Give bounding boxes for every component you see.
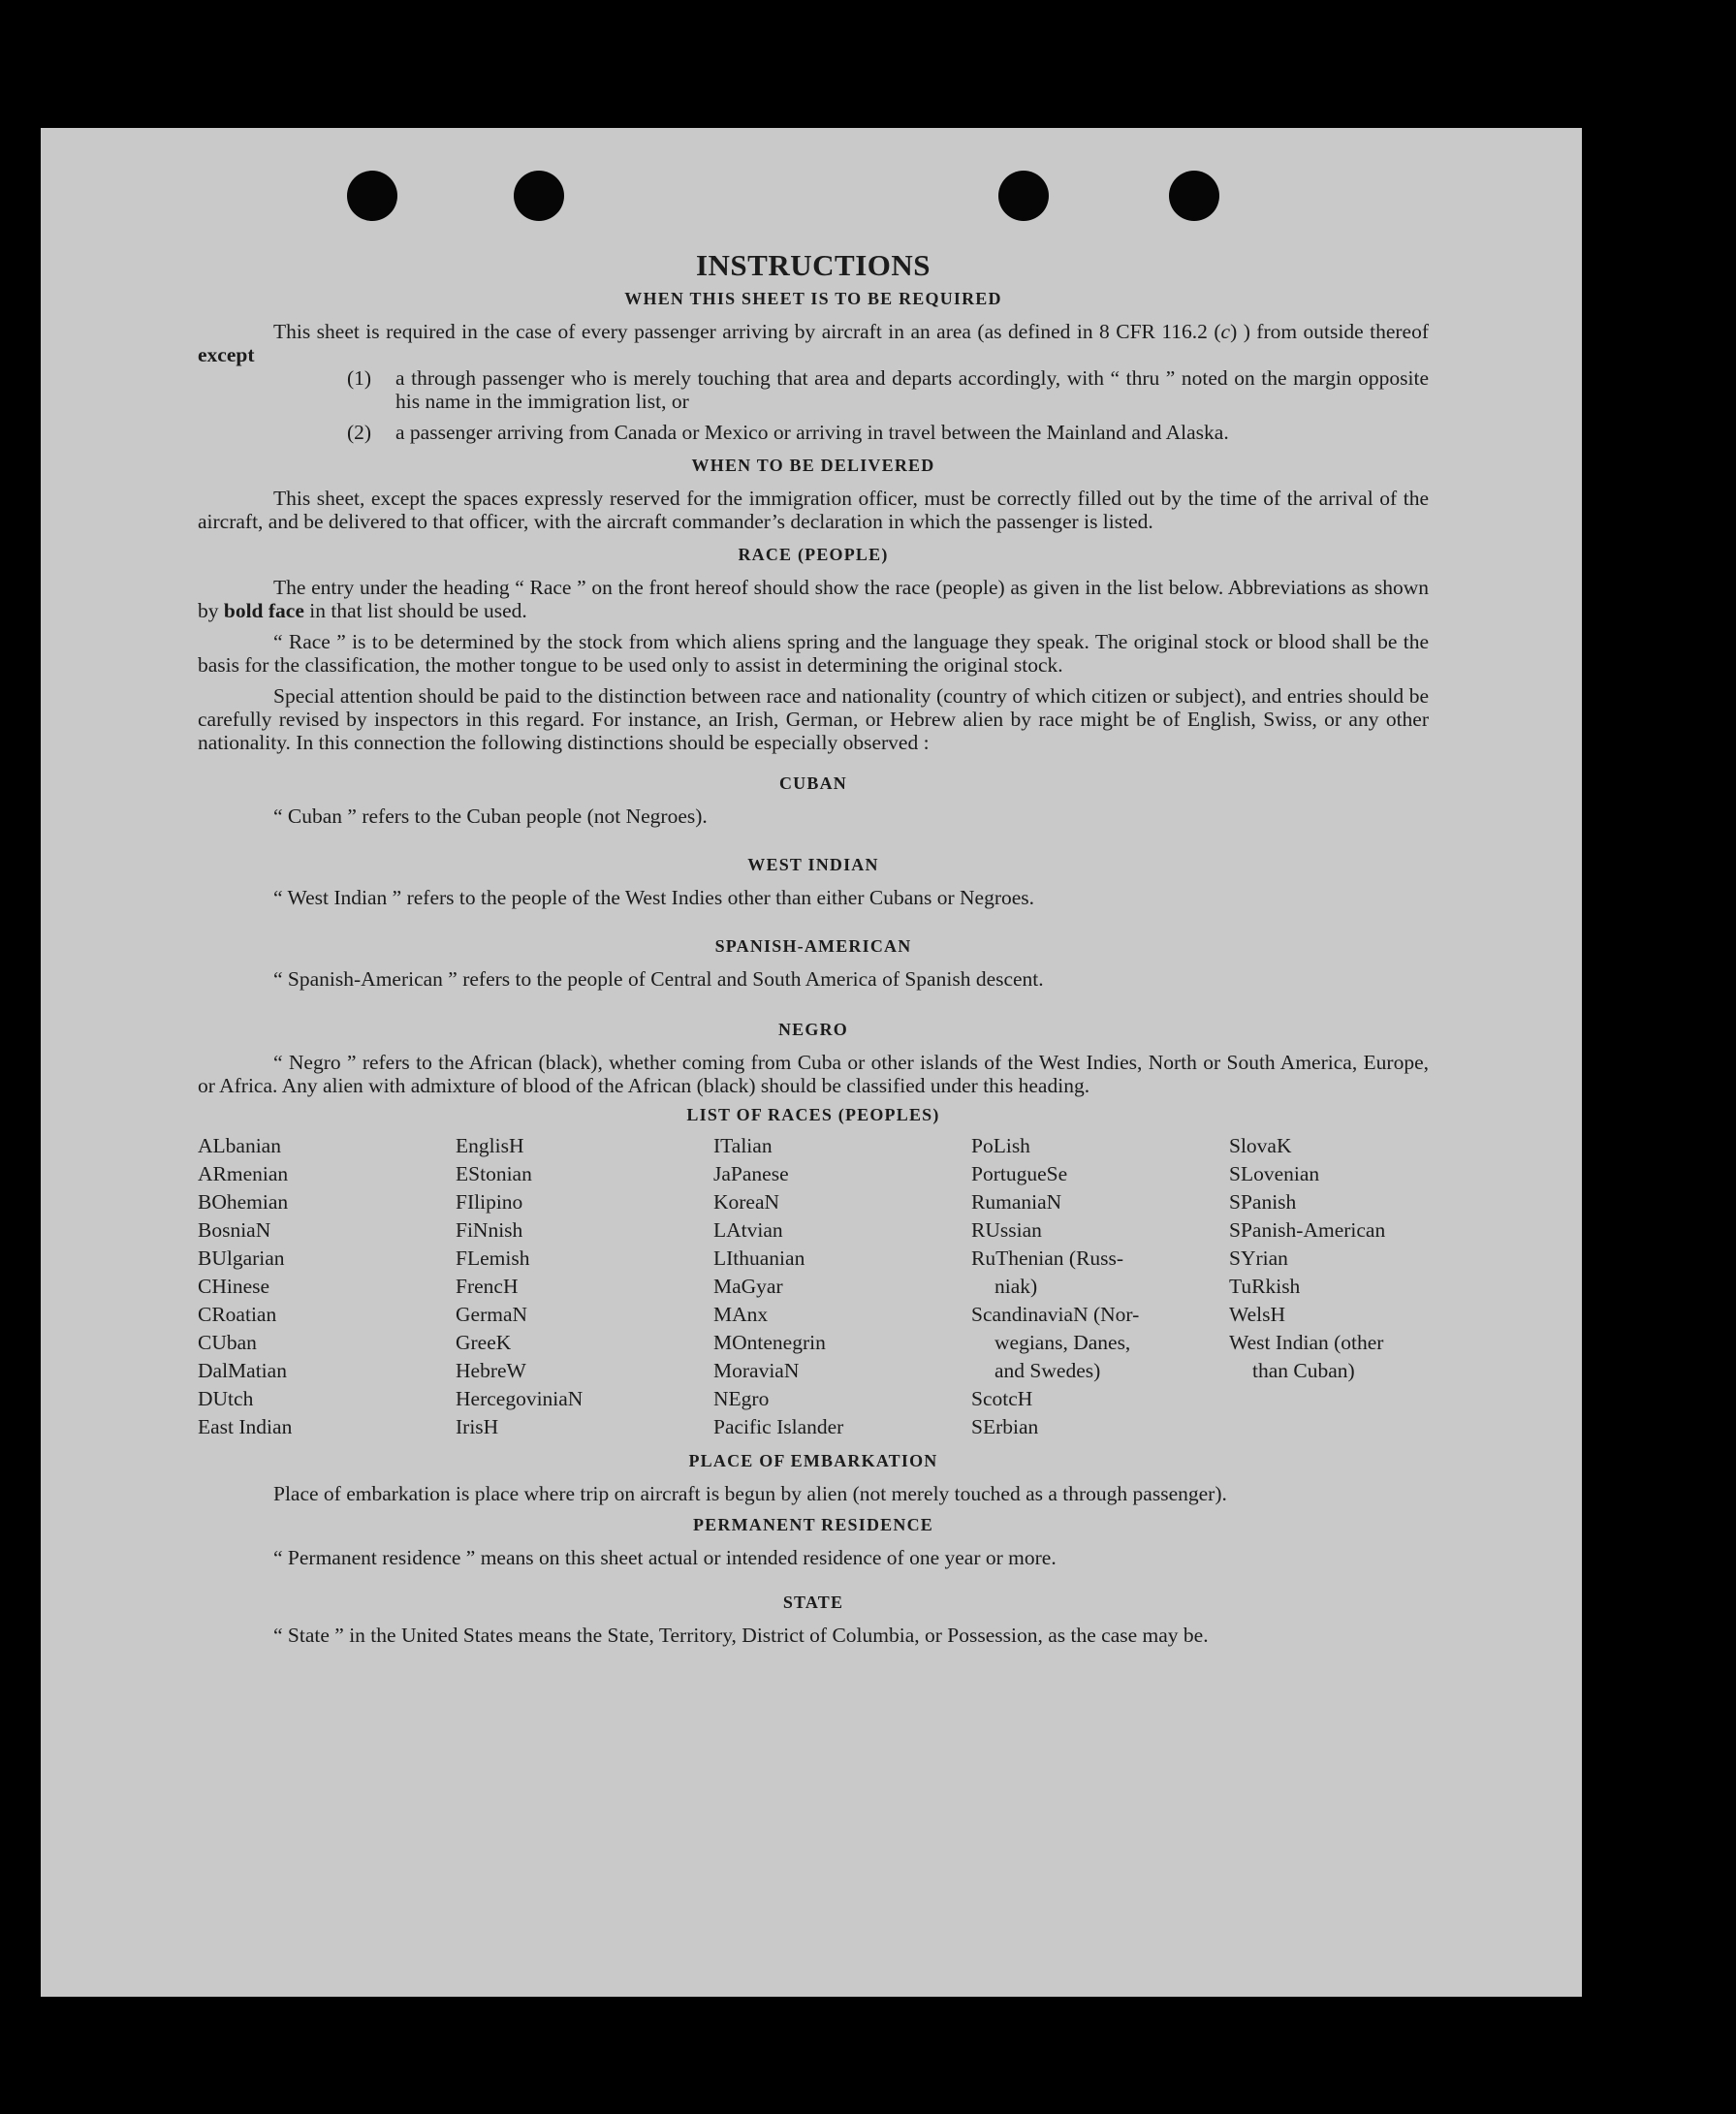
races-column-4 [971,1132,1229,1441]
permanent-residence-text: “ Permanent residence ” means on this sheet actual or intended residence of one year or more. [273,1546,1057,1569]
race-entry: SErbian [971,1415,1039,1438]
cuban-text: “ Cuban ” refers to the Cuban people (not Negroes). [273,805,708,828]
race-entry: CUban [198,1331,257,1354]
race-entry: West Indian (other [1229,1331,1384,1354]
race-entry: SPanish [1229,1190,1297,1214]
race-entry: LIthuanian [713,1246,805,1270]
races-column-5 [1229,1132,1429,1441]
embarkation-text: Place of embarkation is place where trip on aircraft is begun by alien (not merely touched as a through passenger). [273,1482,1227,1505]
race-entry: NEgro [713,1387,770,1410]
section-heading-negro: NEGRO [777,1020,848,1039]
race-entry: FiNnish [456,1218,523,1242]
race-entry: HebreW [456,1359,526,1382]
race-paragraph-1: The entry under the heading “ Race ” on the front hereof should show the race (people) as given in the list below. Abbreviations as shown by bold face in that list should be used. [198,576,1429,622]
race-entry: BOhemian [198,1190,289,1214]
races-column-2 [456,1132,713,1441]
race-entry: GreeK [456,1331,512,1354]
race-entry: FrencH [456,1275,519,1298]
race-entry: GermaN [456,1303,528,1326]
page-title: INSTRUCTIONS [695,248,931,282]
race-entry-continued: wegians, Danes, [994,1331,1131,1354]
race-entry: IrisH [456,1415,499,1438]
race-entry: RumaniaN [971,1190,1062,1214]
document-sheet [41,128,1582,1997]
race-entry: FIlipino [456,1190,523,1214]
races-list [198,1132,1429,1441]
race-entry-continued: than Cuban) [1252,1359,1355,1382]
race-entry: JaPanese [713,1162,789,1185]
section-heading-embarkation: PLACE OF EMBARKATION [688,1451,938,1470]
punch-hole [514,171,564,221]
exception-item-2: (2) a passenger arriving from Canada or Mexico or arriving in travel between the Mainland and Alaska. [347,421,1229,444]
race-entry: TuRkish [1229,1275,1301,1298]
race-entry: MaGyar [713,1275,783,1298]
race-entry: WelsH [1229,1303,1285,1326]
race-entry: SYrian [1229,1246,1288,1270]
race-entry: ALbanian [198,1134,281,1157]
race-entry: CHinese [198,1275,270,1298]
section-heading-west-indian: WEST INDIAN [747,855,879,874]
race-entry: RuThenian (Russ- [971,1246,1124,1270]
race-entry: PoLish [971,1134,1030,1157]
when-delivered-text: This sheet, except the spaces expressly reserved for the immigration officer, must be correctly filled out by the time of the arrival of the aircraft, and be delivered to that officer, with the aircraft commander’s declaration in which the passenger is listed. [198,487,1429,533]
race-entry: BUlgarian [198,1246,285,1270]
exception-item-1: (1) a through passenger who is merely touching that area and departs accordingly, with “ thru ” noted on the margin opposite his name in the immigration list, or [347,366,1429,413]
race-entry: FLemish [456,1246,530,1270]
race-entry: RUssian [971,1218,1042,1242]
race-entry: ScotcH [971,1387,1033,1410]
punch-hole [347,171,397,221]
section-heading-permanent-residence: PERMANENT RESIDENCE [692,1515,933,1534]
races-column-3 [713,1132,971,1441]
race-paragraph-2: “ Race ” is to be determined by the stock from which aliens spring and the language they speak. The original stock or blood shall be the basis for the classification, the mother tongue to be used only to assist in determining the original stock. [198,630,1429,677]
race-entry: ARmenian [198,1162,289,1185]
race-entry: EnglisH [456,1134,524,1157]
race-entry: BosniaN [198,1218,271,1242]
race-entry: SlovaK [1229,1134,1292,1157]
race-entry: MAnx [713,1303,769,1326]
race-entry: ScandinaviaN (Nor- [971,1303,1140,1326]
race-entry-continued: and Swedes) [994,1359,1101,1382]
race-entry: DalMatian [198,1359,287,1382]
punch-hole [1169,171,1219,221]
section-heading-cuban: CUBAN [778,773,847,793]
spanish-american-text: “ Spanish-American ” refers to the people of Central and South America of Spanish descent. [273,967,1044,991]
west-indian-text: “ West Indian ” refers to the people of the West Indies other than either Cubans or Negroes. [273,886,1035,909]
section-heading-when-delivered: WHEN TO BE DELIVERED [691,456,935,475]
race-entry: PortugueSe [971,1162,1068,1185]
race-entry-continued: niak) [994,1275,1038,1298]
race-entry: DUtch [198,1387,254,1410]
section-heading-state: STATE [782,1593,844,1612]
race-entry: EStonian [456,1162,532,1185]
section-heading-when-required: WHEN THIS SHEET IS TO BE REQUIRED [624,289,1002,308]
race-paragraph-3: Special attention should be paid to the distinction between race and nationality (country of which citizen or subject), and entries should be carefully revised by inspectors in this regard. For instance, an Irish, German, or Hebrew alien by race might be of English, Swiss, or any other nationality. In this connection the following distinctions should be especially observed : [198,684,1429,754]
section-heading-list-of-races: LIST OF RACES (PEOPLES) [686,1105,940,1124]
instructions-content [198,248,1429,1647]
race-entry: SPanish-American [1229,1218,1386,1242]
section-heading-spanish-american: SPANISH-AMERICAN [714,936,912,956]
when-required-intro: This sheet is required in the case of every passenger arriving by aircraft in an area (as defined in 8 CFR 116.2 (c) ) from outside thereof except [198,320,1429,366]
state-text: “ State ” in the United States means the State, Territory, District of Columbia, or Possession, as the case may be. [273,1624,1209,1647]
race-entry: ITalian [713,1134,773,1157]
race-entry: MOntenegrin [713,1331,826,1354]
negro-text: “ Negro ” refers to the African (black), whether coming from Cuba or other islands of the West Indies, North or South America, Europe, or Africa. Any alien with admixture of blood of the African (black) should be classified under this heading. [198,1051,1429,1097]
race-entry: CRoatian [198,1303,277,1326]
race-entry: MoraviaN [713,1359,800,1382]
race-entry: Pacific Islander [713,1415,844,1438]
section-heading-race: RACE (PEOPLE) [738,545,889,564]
race-entry: KoreaN [713,1190,780,1214]
races-column-1 [198,1132,456,1441]
punch-hole [998,171,1049,221]
race-entry: SLovenian [1229,1162,1320,1185]
race-entry: LAtvian [713,1218,783,1242]
race-entry: HercegoviniaN [456,1387,584,1410]
race-entry: East Indian [198,1415,293,1438]
